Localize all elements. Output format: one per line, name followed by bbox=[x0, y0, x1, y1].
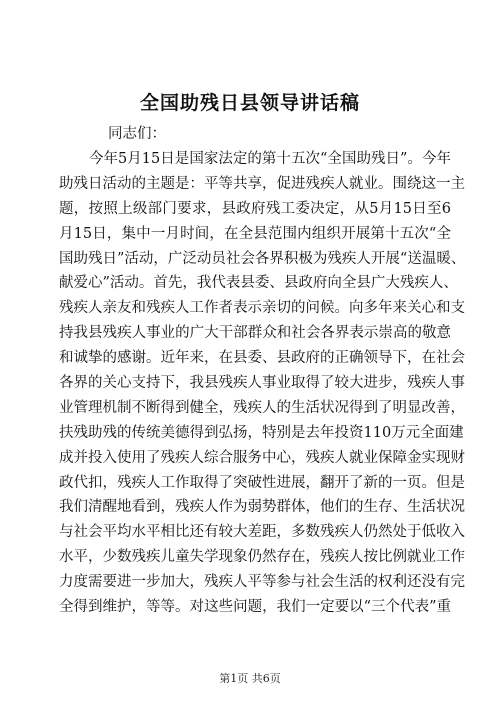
body-line: 助残日活动的主题是：平等共享，促进残疾人就业。围绕这一主 bbox=[59, 175, 465, 192]
body-line: 我们清醒地看到，残疾人作为弱势群体，他们的生存、生活状况 bbox=[59, 499, 465, 516]
body-line: 业管理机制不断得到健全，残疾人的生活状况得到了明显改善， bbox=[59, 399, 465, 416]
body-line: 各界的关心支持下，我县残疾人事业取得了较大进步，残疾人事 bbox=[59, 375, 465, 392]
body-line: 国助残日”活动，广泛动员社会各界积极为残疾人开展“送温暖、 bbox=[59, 250, 466, 267]
body-line: 扶残助残的传统美德得到弘扬，特别是去年投资110万元全面建 bbox=[59, 424, 464, 441]
body-line: 题，按照上级部门要求，县政府残工委决定，从5月15日至6 bbox=[59, 200, 451, 217]
body-line: 成并投入使用了残疾人综合服务中心，残疾人就业保障金实现财 bbox=[59, 449, 465, 466]
page-number: 第1页 共6页 bbox=[219, 672, 281, 685]
body-line: 献爱心”活动。首先，我代表县委、县政府向全县广大残疾人、 bbox=[59, 275, 458, 292]
greeting-text: 同志们： bbox=[108, 126, 166, 142]
body-line: 水平，少数残疾儿童失学现象仍然存在，残疾人按比例就业工作 bbox=[59, 549, 465, 566]
body-line: 政代扣，残疾人工作取得了突破性进展，翻开了新的一页。但是 bbox=[59, 474, 465, 491]
document-title: 全国助残日县领导讲话稿 bbox=[139, 92, 360, 114]
body-paragraph bbox=[59, 147, 466, 620]
body-line: 力度需要进一步加大，残疾人平等参与社会生活的权利还没有完 bbox=[59, 574, 465, 591]
body-line: 与社会平均水平相比还有较大差距，多数残疾人仍然处于低收入 bbox=[59, 524, 465, 541]
body-line: 全得到维护，等等。对这些问题，我们一定要以“三个代表”重 bbox=[59, 599, 451, 616]
body-line: 今年5月15日是国家法定的第十五次“全国助残日”。今年 bbox=[89, 151, 451, 167]
body-line: 残疾人亲友和残疾人工作者表示亲切的问候。向多年来关心和支 bbox=[59, 300, 465, 317]
body-line: 和诚挚的感谢。近年来，在县委、县政府的正确领导下，在社会 bbox=[59, 350, 465, 367]
body-line: 月15日，集中一月时间，在全县范围内组织开展第十五次“全 bbox=[59, 225, 451, 242]
body-line: 持我县残疾人事业的广大干部群众和社会各界表示崇高的敬意 bbox=[59, 325, 451, 342]
